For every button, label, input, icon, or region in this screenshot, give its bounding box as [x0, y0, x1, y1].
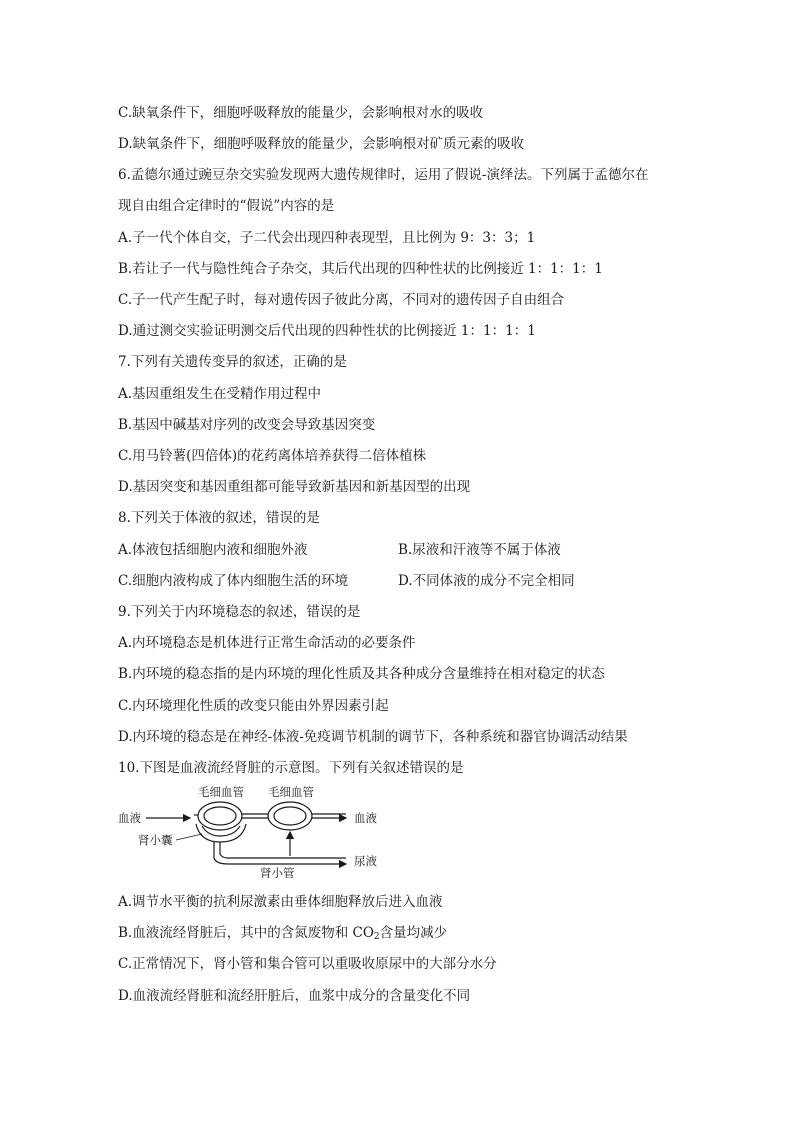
- urine-arrow: [214, 841, 346, 864]
- peritubular-capillary-inner: [274, 807, 306, 825]
- q9-stem: 9.下列关于内环境稳态的叙述，错误的是: [118, 604, 361, 620]
- renal-tubule-top: [220, 842, 346, 858]
- q10-option-b-tail: 含量均减少: [379, 925, 448, 941]
- q6-option-a: A.子一代个体自交，子二代会出现四种表现型，且比例为 9：3：3；1: [118, 230, 536, 246]
- urine-label: 尿液: [354, 854, 377, 868]
- q9-option-c: C.内环境理化性质的改变只能由外界因素引起: [118, 698, 389, 714]
- q8-option-c: C.细胞内液构成了体内细胞生活的环境: [118, 573, 349, 589]
- q8-option-d: D.不同体液的成分不完全相同: [398, 573, 575, 589]
- q5-option-c: C.缺氧条件下，细胞呼吸释放的能量少，会影响根对水的吸收: [118, 105, 484, 121]
- blood-out-label: 血液: [354, 811, 377, 825]
- q9-option-b: B.内环境的稳态指的是内环境的理化性质及其各种成分含量维持在相对稳定的状态: [118, 666, 605, 682]
- capillary-left-label: 毛细血管: [198, 785, 244, 799]
- q6-stem-line1: 6.孟德尔通过豌豆杂交实验发现两大遗传规律时，运用了假说-演绎法。下列属于孟德尔在: [118, 167, 649, 183]
- q8-option-b: B.尿液和汗液等不属于体液: [398, 542, 561, 558]
- q10-option-c: C.正常情况下，肾小管和集合管可以重吸收原尿中的大部分水分: [118, 956, 497, 972]
- q8-stem: 8.下列关于体液的叙述，错误的是: [118, 510, 320, 526]
- q6-option-b: B.若让子一代与隐性纯合子杂交，其后代出现的四种性状的比例接近 1：1：1：1: [118, 261, 603, 277]
- q7-option-a: A.基因重组发生在受精作用过程中: [118, 386, 322, 402]
- renal-tubule-label: 肾小管: [260, 866, 295, 878]
- q9-option-d: D.内环境的稳态是在神经-体液-免疫调节机制的调节下，各种系统和器官协调活动结果: [118, 729, 628, 745]
- q7-option-d: D.基因突变和基因重组都可能导致新基因和新基因型的出现: [118, 479, 471, 495]
- q10-stem: 10.下图是血液流经肾脏的示意图。下列有关叙述错误的是: [118, 760, 464, 776]
- q10-option-b-text: B.血液流经肾脏后，其中的含氮废物和 CO: [118, 925, 374, 941]
- q5-option-d: D.缺氧条件下，细胞呼吸释放的能量少，会影响根对矿质元素的吸收: [118, 136, 525, 152]
- q7-option-b: B.基因中碱基对序列的改变会导致基因突变: [118, 417, 376, 433]
- co2-subscript: 2: [373, 932, 380, 942]
- q6-stem-line2: 现自由组合定律时的“假说”内容的是: [118, 198, 335, 214]
- q9-option-a: A.内环境稳态是机体进行正常生命活动的必要条件: [118, 635, 416, 651]
- q7-stem: 7.下列有关遗传变异的叙述，正确的是: [118, 354, 347, 370]
- capillary-right-label: 毛细血管: [268, 785, 314, 799]
- q7-option-c: C.用马铃薯(四倍体)的花药离体培养获得二倍体植株: [118, 448, 427, 464]
- glomerulus-inner: [204, 807, 236, 825]
- capsule-leader-line: [176, 834, 202, 840]
- q10-option-b: [118, 924, 447, 946]
- blood-in-label: 血液: [118, 811, 141, 825]
- bowman-capsule-outer: [196, 824, 246, 842]
- q6-option-c: C.子一代产生配子时，每对遗传因子彼此分离，不同对的遗传因子自由组合: [118, 292, 565, 308]
- bowman-capsule-label: 肾小囊: [138, 833, 173, 847]
- q8-option-a: A.体液包括细胞内液和细胞外液: [118, 542, 308, 558]
- q10-option-a: A.调节水平衡的抗利尿激素由垂体细胞释放后进入血液: [118, 894, 443, 910]
- q6-option-d: D.通过测交实验证明测交后代出现的四种性状的比例接近 1：1：1：1: [118, 323, 536, 339]
- q10-option-d: D.血液流经肾脏和流经肝脏后，血浆中成分的含量变化不同: [118, 988, 471, 1004]
- kidney-diagram: [118, 780, 398, 878]
